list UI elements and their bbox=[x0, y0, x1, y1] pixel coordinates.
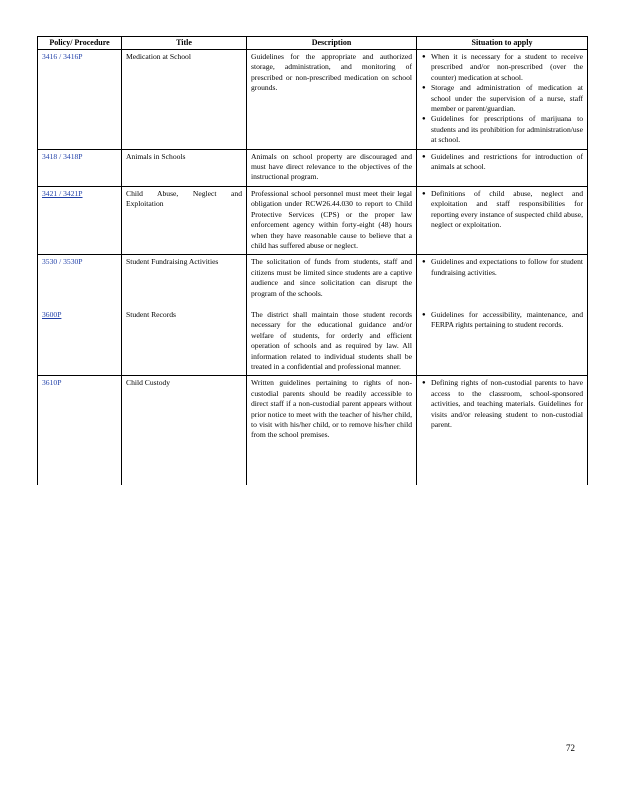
description-cell: Animals on school property are discouraged and must have direct relevance to the objectives of the instructional program. bbox=[247, 149, 417, 186]
policy-cell bbox=[38, 255, 122, 302]
situation-item: ● Guidelines for prescriptions of marijuana to students and its prohibition for administration/use at school. bbox=[431, 114, 583, 145]
table-row bbox=[38, 149, 588, 186]
situation-cell bbox=[417, 302, 588, 376]
description-cell: The solicitation of funds from students, staff and citizens must be limited since students are a captive audience and since solicitation can disrupt the program of the schools. bbox=[247, 255, 417, 302]
description-cell: Professional school personnel must meet their legal obligation under RCW26.44.030 to report to Child Protective Services (CPS) or the proper law enforcement agency within forty-eight (48) hours when they have reasonable cause to believe that a child has suffered abuse or neglect. bbox=[247, 186, 417, 254]
page-number: 72 bbox=[566, 743, 575, 753]
policy-table bbox=[37, 36, 588, 485]
situation-list bbox=[421, 52, 583, 146]
header-row bbox=[38, 37, 588, 50]
title-cell: Child Abuse, Neglect and Exploitation bbox=[122, 186, 247, 254]
table-row bbox=[38, 302, 588, 376]
header-title: Title bbox=[122, 37, 247, 50]
policy-link[interactable]: 3610P bbox=[42, 378, 62, 388]
situation-item: ● Guidelines and expectations to follow for student fundraising activities. bbox=[431, 257, 583, 278]
situation-list bbox=[421, 189, 583, 231]
situation-item: ● When it is necessary for a student to receive prescribed and/or non-prescribed (over the counter) medication at school. bbox=[431, 52, 583, 83]
situation-cell bbox=[417, 376, 588, 486]
title-cell: Student Records bbox=[122, 302, 247, 376]
situation-item: ● Guidelines for accessibility, maintenance, and FERPA rights pertaining to student records. bbox=[431, 310, 583, 331]
situation-cell bbox=[417, 149, 588, 186]
title-cell: Animals in Schools bbox=[122, 149, 247, 186]
policy-link[interactable]: 3421 / 3421P bbox=[42, 188, 83, 198]
policy-cell bbox=[38, 376, 122, 486]
table-row bbox=[38, 50, 588, 150]
policy-link[interactable]: 3600P bbox=[42, 309, 62, 319]
situation-list bbox=[421, 257, 583, 278]
description-cell: Written guidelines pertaining to rights of non-custodial parents should be readily accessible to direct staff if a non-custodial parent appears without prior notice to meet with the teacher of his/her child, to visit with his/her child, or to remove his/her child from the school premises. bbox=[247, 376, 417, 486]
header-description: Description bbox=[247, 37, 417, 50]
situation-list bbox=[421, 378, 583, 430]
title-cell: Medication at School bbox=[122, 50, 247, 150]
description-cell: Guidelines for the appropriate and authorized storage, administration, and monitoring of prescribed or non-prescribed medication on school grounds. bbox=[247, 50, 417, 150]
header-policy: Policy/ Procedure bbox=[38, 37, 122, 50]
situation-item: ● Defining rights of non-custodial parents to have access to the classroom, school-sponsored activities, and teaching materials. Guidelines for visits and/or releasing student to non-custodial parent. bbox=[431, 378, 583, 430]
policy-cell bbox=[38, 149, 122, 186]
title-cell: Child Custody bbox=[122, 376, 247, 486]
situation-list bbox=[421, 152, 583, 173]
situation-list bbox=[421, 310, 583, 331]
situation-cell bbox=[417, 186, 588, 254]
title-cell: Student Fundraising Activities bbox=[122, 255, 247, 302]
policy-cell bbox=[38, 302, 122, 376]
policy-cell bbox=[38, 50, 122, 150]
description-cell: The district shall maintain those student records necessary for the educational guidance and/or welfare of students, for orderly and efficient operation of schools and as required by law. All information related to individual students shall be treated in a confidential and professional manner. bbox=[247, 302, 417, 376]
situation-item: ● Definitions of child abuse, neglect and exploitation and staff responsibilities for reporting every instance of suspected child abuse, neglect or exploitation. bbox=[431, 189, 583, 231]
table-row bbox=[38, 376, 588, 486]
policy-link[interactable]: 3418 / 3418P bbox=[42, 151, 83, 161]
situation-cell bbox=[417, 50, 588, 150]
situation-cell bbox=[417, 255, 588, 302]
policy-cell bbox=[38, 186, 122, 254]
policy-link[interactable]: 3530 / 3530P bbox=[42, 257, 83, 267]
table-row bbox=[38, 186, 588, 254]
situation-item: ● Guidelines and restrictions for introduction of animals at school. bbox=[431, 152, 583, 173]
header-situation: Situation to apply bbox=[417, 37, 588, 50]
policy-link[interactable]: 3416 / 3416P bbox=[42, 52, 83, 61]
table-row bbox=[38, 255, 588, 302]
situation-item: ● Storage and administration of medication at school under the supervision of a nurse, staff member or parent/guardian. bbox=[431, 83, 583, 114]
